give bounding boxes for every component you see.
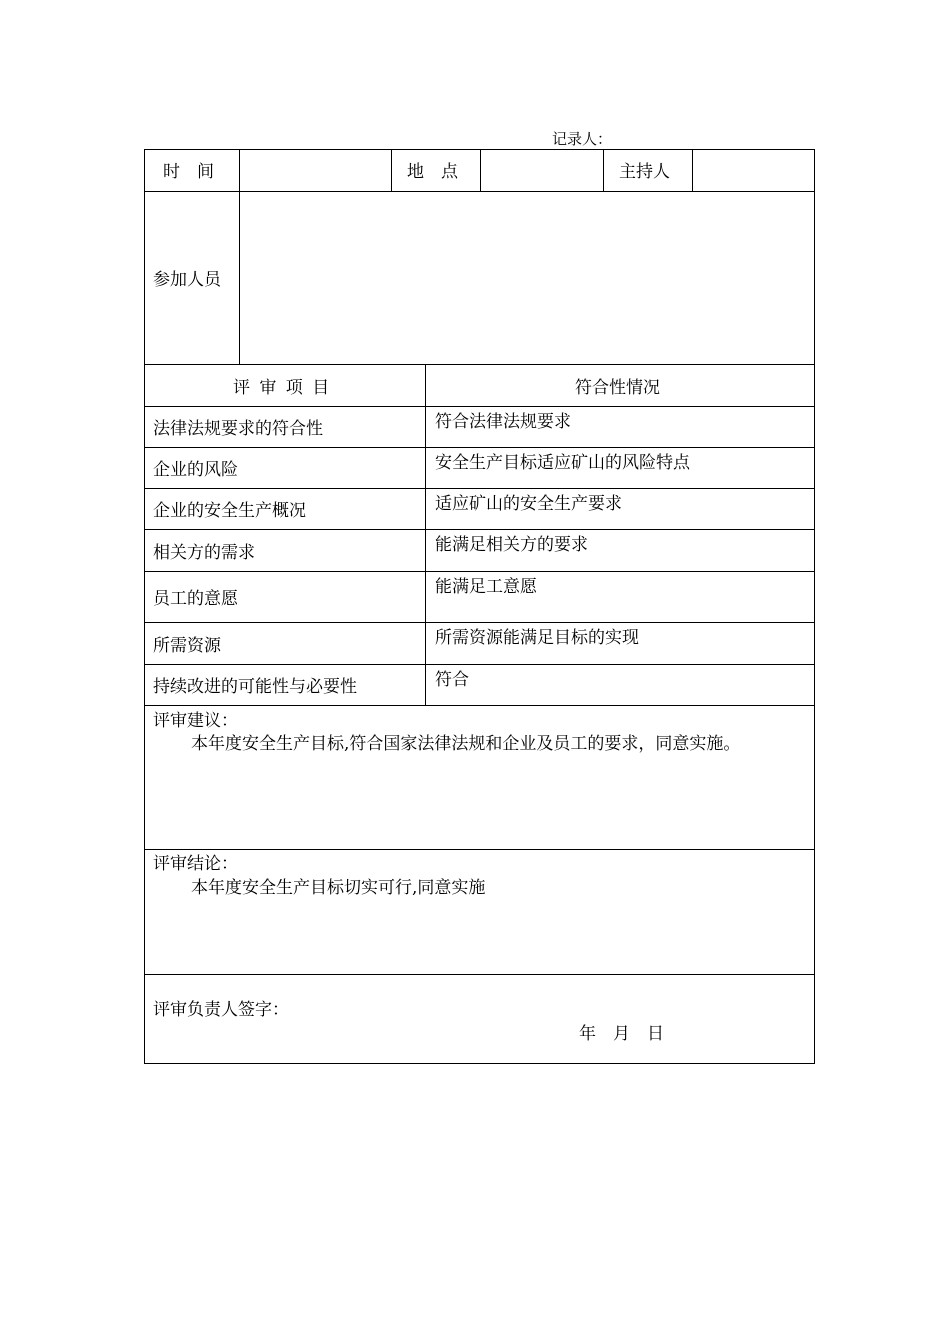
review-status: 能满足相关方的要求 — [435, 535, 588, 555]
divider — [145, 364, 814, 365]
review-status: 适应矿山的安全生产要求 — [435, 494, 622, 514]
divider — [603, 150, 604, 191]
host-field[interactable] — [693, 151, 815, 191]
review-item: 法律法规要求的符合性 — [153, 419, 323, 439]
place-label: 地 点 — [407, 162, 458, 182]
review-status: 符合 — [435, 670, 469, 690]
divider — [145, 622, 814, 623]
divider — [145, 529, 814, 530]
divider — [145, 447, 814, 448]
divider — [145, 849, 814, 850]
review-item: 持续改进的可能性与必要性 — [153, 677, 357, 697]
review-item: 企业的风险 — [153, 460, 238, 480]
review-status: 符合法律法规要求 — [435, 412, 571, 432]
suggestion-text: 本年度安全生产目标,符合国家法律法规和企业及员工的要求，同意实施。 — [191, 734, 741, 754]
review-item: 相关方的需求 — [153, 543, 255, 563]
divider — [145, 664, 814, 665]
review-form — [144, 149, 815, 1064]
divider — [145, 406, 814, 407]
signature-date: 年 月 日 — [579, 1024, 664, 1044]
participants-field[interactable] — [240, 192, 815, 364]
review-status: 安全生产目标适应矿山的风险特点 — [435, 453, 690, 473]
signature-label: 评审负责人签字： — [153, 1000, 289, 1020]
host-label: 主持人 — [619, 162, 670, 182]
review-item: 所需资源 — [153, 636, 221, 656]
divider — [145, 705, 814, 706]
review-item: 企业的安全生产概况 — [153, 501, 306, 521]
participants-label: 参加人员 — [153, 270, 221, 290]
review-status: 能满足工意愿 — [435, 577, 537, 597]
column-header-item: 评 审 项 目 — [233, 378, 332, 398]
divider — [145, 571, 814, 572]
time-field[interactable] — [240, 151, 391, 191]
divider — [145, 488, 814, 489]
review-item: 员工的意愿 — [153, 589, 238, 609]
column-header-status: 符合性情况 — [575, 378, 660, 398]
conclusion-text: 本年度安全生产目标切实可行,同意实施 — [191, 878, 486, 898]
conclusion-label: 评审结论： — [153, 854, 238, 874]
time-label: 时 间 — [163, 162, 214, 182]
review-status: 所需资源能满足目标的实现 — [435, 628, 639, 648]
divider — [425, 364, 426, 705]
place-field[interactable] — [481, 151, 603, 191]
divider — [391, 150, 392, 191]
suggestion-label: 评审建议： — [153, 711, 238, 731]
recorder-label: 记录人： — [552, 130, 613, 148]
divider — [145, 974, 814, 975]
